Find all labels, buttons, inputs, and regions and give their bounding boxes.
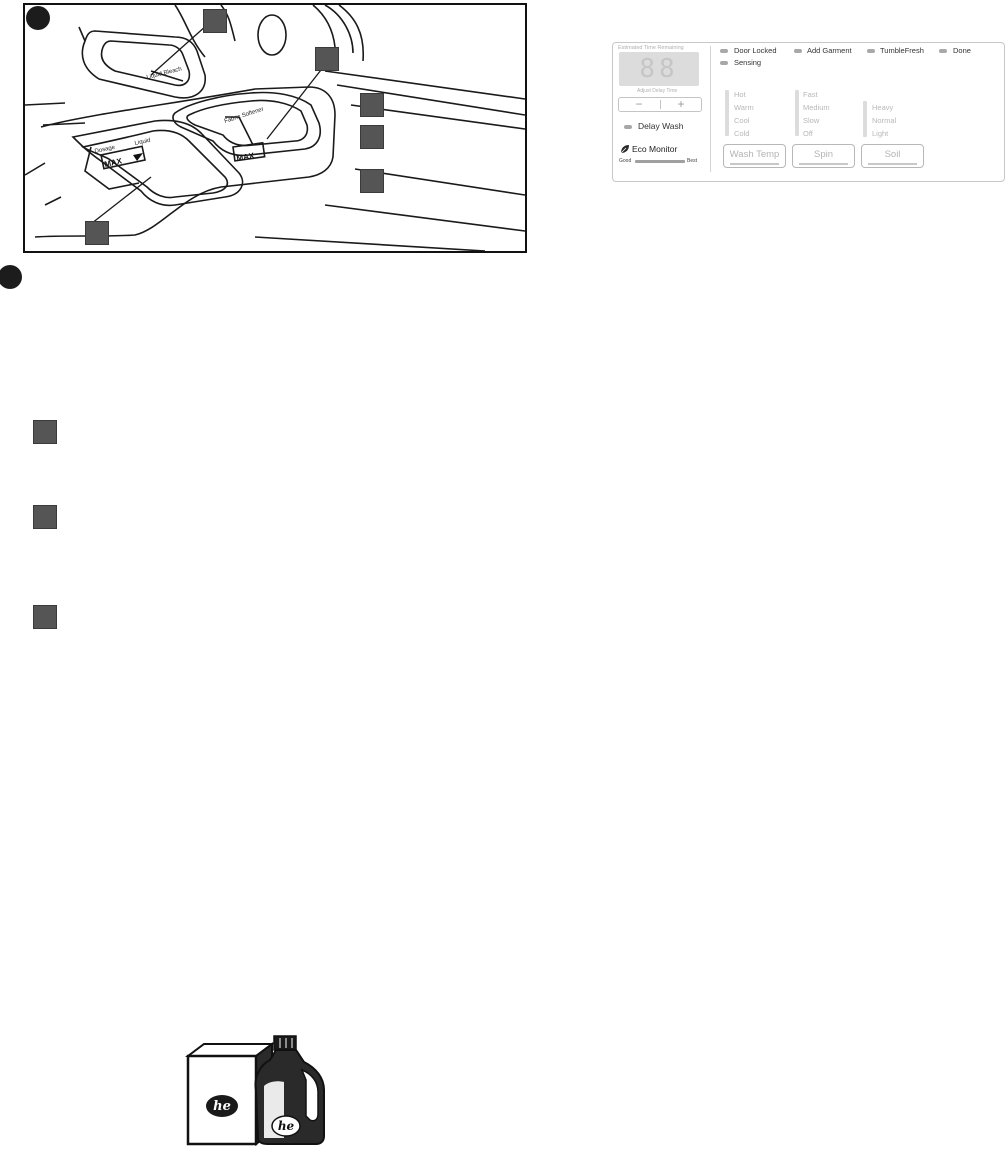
soil-bar: [863, 101, 867, 137]
spin-option-fast: Fast: [803, 90, 818, 99]
time-display: [619, 52, 699, 86]
callout-marker-a: [33, 420, 57, 444]
wash-temp-button[interactable]: [723, 144, 786, 168]
max-arrow-icon: [133, 153, 143, 161]
delay-wash-led: [624, 125, 632, 129]
soil-button-label: Soil: [884, 149, 901, 160]
callout-side-marker-3: [360, 169, 384, 193]
step-marker-1: [26, 6, 50, 30]
tumblefresh-led: [867, 49, 875, 53]
softener-max-label: MAX: [235, 151, 255, 163]
soil-underline: [868, 163, 917, 165]
eco-meter-bar: [635, 160, 685, 163]
minus-button[interactable]: −: [635, 97, 643, 111]
add-garment-led: [794, 49, 802, 53]
tumblefresh-label: TumbleFresh: [880, 46, 924, 55]
callout-marker-c: [33, 605, 57, 629]
callout-side-marker-1: [360, 93, 384, 117]
spin-underline: [799, 163, 848, 165]
plus-button[interactable]: +: [677, 97, 685, 111]
wash-temp-bar: [725, 90, 729, 136]
control-panel: [612, 42, 1005, 182]
callout-softener-marker: [315, 47, 339, 71]
soil-button[interactable]: [861, 144, 924, 168]
done-led: [939, 49, 947, 53]
spin-bar: [795, 90, 799, 136]
add-garment-label: Add Garment: [807, 46, 852, 55]
soil-option-normal: Normal: [872, 116, 897, 125]
detergent-brand-label: Dosage: [94, 144, 116, 155]
eco-good-label: Good: [619, 158, 632, 164]
spin-option-slow: Slow: [803, 116, 820, 125]
step-marker-2: [0, 265, 22, 289]
leaf-icon: [620, 144, 630, 154]
callout-detergent-marker: [85, 221, 109, 245]
box-he-logo: he: [213, 1099, 231, 1114]
wash-temp-option-hot: Hot: [734, 90, 746, 99]
wash-temp-button-label: Wash Temp: [729, 149, 780, 160]
dispenser-drawing: [25, 5, 525, 251]
door-locked-label: Door Locked: [734, 46, 777, 55]
wash-temp-option-cool: Cool: [734, 116, 750, 125]
spin-option-medium: Medium: [803, 103, 830, 112]
callout-bleach-marker: [203, 9, 227, 33]
detergent-liquid-label: Liquid: [134, 137, 152, 147]
he-detergent-drawing: [184, 1034, 326, 1146]
soil-option-heavy: Heavy: [872, 103, 894, 112]
display-digits: 88: [639, 54, 679, 84]
eco-monitor-label: Eco Monitor: [632, 144, 678, 154]
spin-button[interactable]: [792, 144, 855, 168]
adjust-delay-label: Adjust Delay Time: [637, 88, 678, 94]
wash-temp-underline: [730, 163, 779, 165]
done-label: Done: [953, 46, 971, 55]
callout-side-marker-2: [360, 125, 384, 149]
estimated-time-label: Estimated Time Remaining: [618, 45, 684, 51]
callout-marker-b: [33, 505, 57, 529]
he-detergent-graphic: [184, 1034, 326, 1146]
bleach-cup-label: Liquid Bleach: [146, 66, 183, 81]
delay-wash-button[interactable]: Delay Wash: [638, 121, 684, 131]
delay-adjust-control[interactable]: [618, 97, 702, 112]
eco-best-label: Best: [687, 158, 698, 164]
sensing-label: Sensing: [734, 58, 762, 67]
knob-shape: [258, 15, 286, 55]
door-locked-led: [720, 49, 728, 53]
bottle-he-logo: he: [277, 1119, 295, 1133]
wash-temp-option-cold: Cold: [734, 129, 750, 138]
detergent-max-label: MAX: [103, 156, 123, 169]
soil-option-light: Light: [872, 129, 889, 138]
wash-temp-option-warm: Warm: [734, 103, 754, 112]
sensing-led: [720, 61, 728, 65]
spin-button-label: Spin: [813, 149, 833, 160]
dispenser-illustration: [23, 3, 527, 253]
spin-option-off: Off: [803, 129, 813, 138]
softener-cup-label: Fabric Softener: [223, 106, 265, 125]
panel-divider: [710, 46, 711, 172]
